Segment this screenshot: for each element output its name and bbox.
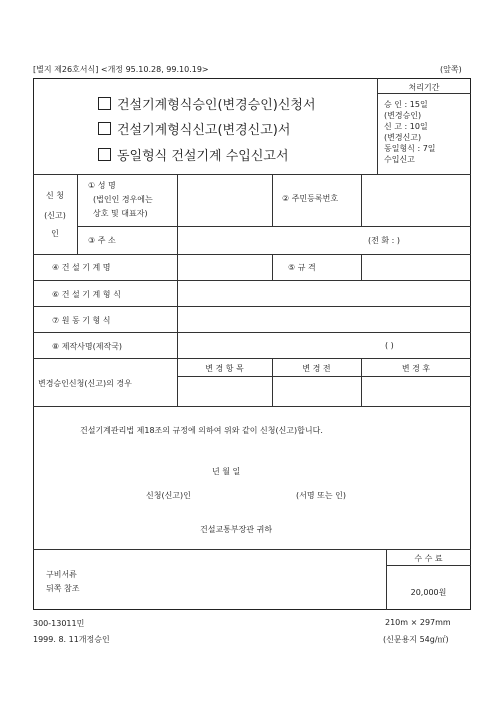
page-side-label: (앞쪽) xyxy=(440,65,462,74)
applicant-label-2: (신고) xyxy=(44,211,66,220)
change-item-header: 변 경 항 목 xyxy=(205,364,244,373)
applicant-sign-label: 신청(신고)인 xyxy=(146,491,191,500)
title-report: 건설기계형식신고(변경신고)서 xyxy=(98,119,290,138)
checkbox-icon[interactable] xyxy=(98,148,111,161)
see-back-note: 뒤쪽 참조 xyxy=(46,584,80,593)
machine-type-label: ⑥ 건 설 기 계 형 식 xyxy=(52,290,121,299)
statement-text: 건설기계관리법 제18조의 규정에 의하여 위와 같이 신청(신고)합니다. xyxy=(80,426,323,435)
title-approval: 건설기계형식승인(변경승인)신청서 xyxy=(98,94,316,113)
name-note-1: (법인인 경우에는 xyxy=(93,195,153,204)
applicant-label-3: 인 xyxy=(51,229,59,238)
paper-size: 210m × 297mm xyxy=(385,618,451,627)
change-before-header: 변 경 전 xyxy=(302,364,331,373)
engine-type-label: ⑦ 원 동 기 형 식 xyxy=(52,316,111,325)
checkbox-icon[interactable] xyxy=(98,97,111,110)
rrn-label: ② 주민등록번호 xyxy=(282,194,339,203)
phone-label: (전 화 : ) xyxy=(368,236,401,245)
form-reference: [별지 제26호서식] <개정 95.10.28, 99.10.19> xyxy=(33,65,209,74)
fee-label: 수 수 료 xyxy=(414,554,443,563)
title-import: 동일형식 건설기계 수입신고서 xyxy=(98,145,289,164)
spec-label: ⑤ 규 격 xyxy=(288,263,316,272)
required-docs-label: 구비서류 xyxy=(46,570,77,579)
maker-label: ⑧ 제작사명(제작국) xyxy=(52,342,123,351)
date-line: 년 월 일 xyxy=(212,467,241,476)
paper-type: (신문용지 54g/㎡) xyxy=(383,635,449,644)
maker-country-field: ( ) xyxy=(385,341,394,350)
recipient-line: 건설교통부장관 귀하 xyxy=(200,525,273,534)
change-after-header: 변 경 후 xyxy=(401,364,431,373)
processing-heading: 처리기간 xyxy=(408,83,440,92)
address-label: ③ 주 소 xyxy=(88,236,116,245)
name-note-2: 상호 및 대표자) xyxy=(93,209,148,218)
signature-note: (서명 또는 인) xyxy=(296,491,346,500)
processing-periods: 승 인 : 15일 (변경승인) 신 고 : 10일 (변경신고) 동일형식 : 7일 수입신고 xyxy=(384,100,436,164)
checkbox-icon[interactable] xyxy=(98,122,111,135)
name-label: ① 성 명 xyxy=(88,181,116,190)
change-label: 변경승인신청(신고)의 경우 xyxy=(38,379,132,388)
fee-value: 20,000원 xyxy=(410,588,447,597)
applicant-label-1: 신 청 xyxy=(46,191,64,200)
form-code: 300-13011민 xyxy=(33,619,85,628)
approval-date: 1999. 8. 11개정승인 xyxy=(33,635,110,644)
machine-name-label: ④ 건 설 기 계 명 xyxy=(52,263,111,272)
